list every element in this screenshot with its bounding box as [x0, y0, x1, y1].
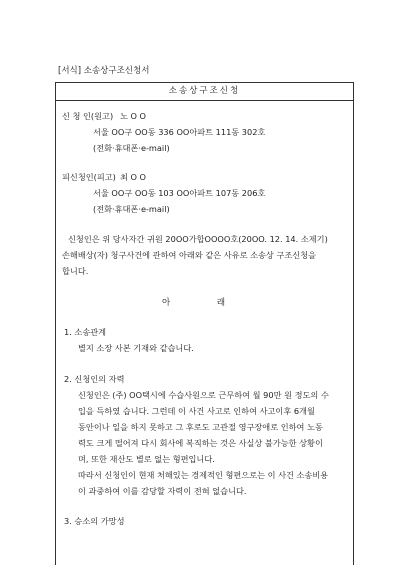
section-title: 1. 소송관계	[64, 327, 107, 337]
respondent-name: 최 O O	[120, 172, 147, 182]
section-line: 따라서 신청인이 현재 처해있는 경제적인 형편으로는 이 사건 소송비용	[78, 470, 329, 480]
section-line: 며, 또한 재산도 별로 없는 형편입니다.	[78, 454, 215, 464]
document-frame	[55, 82, 354, 565]
applicant-label: 신 청 인(원고)	[62, 111, 114, 121]
section-line: 신청인은 (주) OO택시에 수습사원으로 근무하여 월 90만 원 정도의 수	[78, 390, 329, 400]
intro-line: 손해배상(자) 청구사건에 관하여 아래와 같은 사유로 소송상 구조신청을	[62, 250, 316, 260]
section-title: 3. 승소의 가망성	[64, 516, 125, 526]
section-line: 동안이나 일을 하지 못하고 그 후로도 고관절 영구장애로 인하여 노동	[78, 422, 323, 432]
form-label: [서식] 소송상구조신청서	[58, 66, 150, 76]
intro-line: 신청인은 위 당사자간 귀원 20OO가합OOOO호(20OO. 12. 14. 소제기)	[68, 234, 328, 244]
reasons-heading: 아 래	[161, 298, 248, 308]
section-line: 별지 소장 사본 기재와 같습니다.	[78, 343, 194, 353]
applicant-address: 서울 OO구 OO동 336 OO아파트 111동 302호	[93, 127, 266, 137]
section-line: 입을 득하였 습니다. 그런데 이 사건 사고로 인하여 사고이후 6개월	[78, 406, 315, 416]
respondent-label: 피신청인(피고)	[62, 172, 116, 182]
respondent-address: 서울 OO구 OO동 103 OO아파트 107동 206호	[93, 188, 266, 198]
applicant-contact: (전화·휴대폰·e-mail)	[93, 143, 170, 153]
respondent-contact: (전화·휴대폰·e-mail)	[93, 204, 170, 214]
section-line: 력도 크게 떨어져 다시 회사에 복직하는 것은 사실상 불가능한 상황이	[78, 438, 323, 448]
applicant-name: 노 O O	[120, 111, 147, 121]
section-line: 이 과중하여 이를 감당할 자력이 전혀 없습니다.	[78, 486, 247, 496]
intro-line: 합니다.	[62, 266, 89, 276]
section-title: 2. 신청인의 자력	[64, 374, 125, 384]
document-title: 소송상구조신청	[56, 83, 353, 101]
